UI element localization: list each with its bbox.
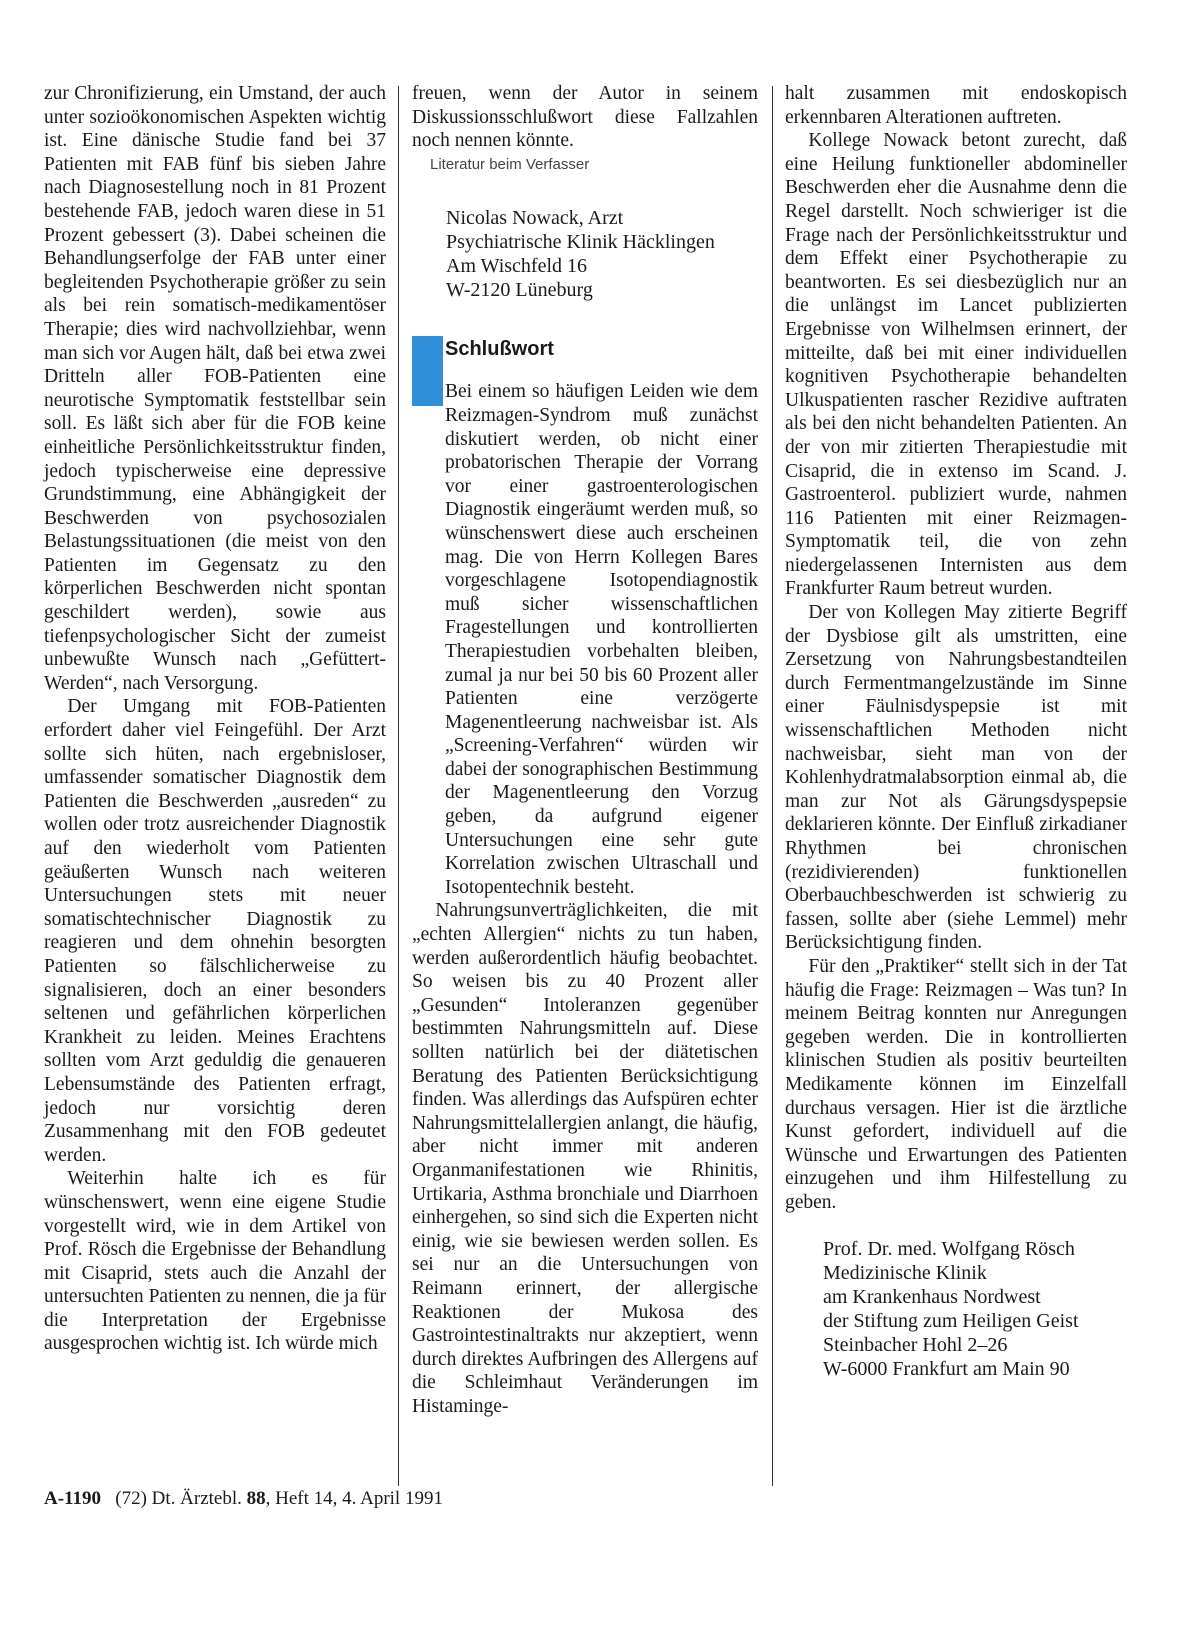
issue-page: (72) [115,1488,147,1509]
accent-bar [412,336,443,406]
column-rule [772,86,773,1486]
address-line: Prof. Dr. med. Wolfgang Rösch [823,1237,1075,1260]
paragraph: Bei einem so häufigen Leiden wie dem Reizmagen-Syndrom muß zunächst diskutiert werden, ob nicht einer probatorischen Therapie der Vorrang vor einer gastroenterologischen Diagnostik eingeräumt werden muß, so wünschenswert diese auch erscheinen mag. Die von Herrn Kollegen Bares vorgeschlagene Isotopendiagnostik muß sicher wissenschaftlichen Fragestellungen und kontrollierten Therapiestudien vorbehalten bleiben, zumal ja nur bei 50 bis 60 Prozent aller Patienten eine verzögerte Magenentleerung nachweisbar ist. Als „Screening-Verfahren“ würden wir dabei der sonographischen Bestimmung der Magenentleerung den Vorzug geben, da aufgrund eigener Untersuchungen eine sehr gute Korrelation zwischen Ultraschall und Isotopentechnik besteht. [445,381,758,898]
address-line: W-2120 Lüneburg [446,279,593,302]
paragraph: freuen, wenn der Autor in seinem Diskussionsschlußwort diese Fallzahlen noch nennen könnte. [412,83,758,152]
address-line: Am Wischfeld 16 [446,255,588,278]
paragraph: halt zusammen mit endoskopisch erkennbaren Alterationen auftreten. [785,83,1127,128]
paragraph: Der von Kollegen May zitierte Begriff der Dysbiose gilt als umstritten, eine Zersetzung von Nahrungsbestandteilen durch Fermentmangelzustände im Sinne einer Fäulnisdyspepsie ist mit wissenschaftlichen Methoden nicht nachweisbar, sieht man von der Kohlenhydratmalabsorption einmal ab, die man zur Not als Gärungsdyspepsie deklarieren könnte. Der Einfluß zirkadianer Rhythmen bei chronischen (rezidivierenden) funktionellen Oberbauchbeschwerden ist schwierig zu fassen, sollte aber (siehe Lemmel) mehr Berücksichtigung finden. [785,602,1127,954]
address-line: der Stiftung zum Heiligen Geist [823,1309,1079,1332]
section-heading: Schlußwort [445,338,554,361]
paragraph: Für den „Praktiker“ stellt sich in der Tat häufig die Frage: Reizmagen – Was tun? In meinem Beitrag konnten nur Anregungen gegeben werden. Die in kontrollierten klinischen Studien als positiv beurteilten Medikamente können im Einzelfall durchaus versagen. Hier ist die ärztliche Kunst gefordert, individuell auf die Wünsche und Erwartungen des Patienten einzugehen und ihm Hilfestellung zu geben. [785,955,1127,1213]
author-address [446,206,758,302]
column-3 [785,82,1127,1381]
column-rule [398,86,399,1486]
column-1 [44,82,386,1356]
address-line: Medizinische Klinik [823,1261,987,1284]
paragraph: zur Chronifizierung, ein Umstand, der auch unter sozioökonomischen Aspekten wichtig ist. Eine dänische Studie fand bei 37 Patienten mit FAB fünf bis sieben Jahre nach Diagnosestellung noch in 81 Prozent bestehende FAB, jedoch waren diese in 51 Prozent gebessert (3). Dabei scheinen die Behandlungserfolge der FAB unter einer begleitenden Psychotherapie größer zu sein als bei rein somatisch-medikamentöser Therapie; dies wird nachvollziehbar, wenn man sich vor Augen hält, daß bei etwa zwei Dritteln aller FOB-Patienten eine neurotische Symptomatik feststellbar sein soll. Es läßt sich aber für die FOB keine einheitliche Persönlichkeitsstruktur finden, jedoch typischerweise eine depressive Grundstimmung, eine Abhängigkeit der Beschwerden von psychosozialen Belastungssituationen (die meist von den Patienten im Gegensatz zu den körperlichen Beschwerden nicht spontan geschildert werden), sowie aus tiefenpsychologischer Sicht der zumeist unbewußte Wunsch nach „Gefüttert-Werden“, nach Versorgung. [44,83,386,694]
section-heading-block [412,336,758,366]
address-line: am Krankenhaus Nordwest [823,1285,1041,1308]
paragraph: Der Umgang mit FOB-Patienten erfordert daher viel Feingefühl. Der Arzt sollte sich hüten, nach ergebnisloser, umfassender somatischer Diagnostik dem Patienten die Beschwerden „ausreden“ zu wollen oder trotz ausreichender Diagnostik auf den wiederholt vom Patienten geäußerten Wunsch nach weiteren Untersuchungen stets mit neuer somatischtechnischer Diagnostik zu reagieren und dem ohnehin besorgten Patienten so fälschlicherweise zu signalisieren, doch an einer besonders seltenen und gefährlichen körperlichen Krankheit zu leiden. Meines Erachtens sollten vom Arzt geduldig die genaueren Lebensumstände des Patienten erfragt, jedoch nur vorsichtig deren Zusammenhang mit den FOB gedeutet werden. [44,696,386,1166]
author-address [823,1237,1127,1381]
page-footer [44,1488,443,1510]
page-number: A-1190 [44,1488,101,1509]
column-2 [412,82,758,1419]
literature-note: Literatur beim Verfasser [430,155,590,173]
issue-date: , Heft 14, 4. April 1991 [265,1488,443,1509]
journal-name: Dt. Ärztebl. [151,1488,242,1509]
paragraph: Nahrungsunverträglichkeiten, die mit „echten Allergien“ nichts zu tun haben, werden außerordentlich häufig beobachtet. So weisen bis zu 40 Prozent aller „Gesunden“ Intoleranzen gegenüber bestimmten Nahrungsmitteln auf. Diese sollten natürlich bei der diätetischen Beratung des Patienten Berücksichtigung finden. Was allerdings das Aufspüren echter Nahrungsmittelallergien anlangt, die häufig, aber nicht immer mit anderen Organmanifestationen wie Rhinitis, Urtikaria, Asthma bronchiale und Diarrhoen einhergehen, so sind sich die Experten nicht einig, wie sie bewiesen werden sollen. Es sei nur an die Untersuchungen von Reimann erinnert, der allergische Reaktionen der Mukosa des Gastrointestinaltrakts nur akzeptiert, wenn durch direktes Aufbringen des Allergens auf die Schleimhaut Veränderungen im Histaminge- [412,900,758,1417]
address-line: Steinbacher Hohl 2–26 [823,1333,1008,1356]
paragraph: Weiterhin halte ich es für wünschenswert, wenn eine eigene Studie vorgestellt wird, wie in dem Artikel von Prof. Rösch die Ergebnisse der Behandlung mit Cisaprid, stets auch die Anzahl der untersuchten Patienten zu nennen, die ja für die Interpretation der Ergebnisse ausgesprochen wichtig ist. Ich würde mich [44,1168,386,1355]
address-line: Nicolas Nowack, Arzt [446,207,624,230]
volume: 88 [246,1488,266,1509]
address-line: W-6000 Frankfurt am Main 90 [823,1357,1070,1380]
address-line: Psychiatrische Klinik Häcklingen [446,231,715,254]
paragraph: Kollege Nowack betont zurecht, daß eine Heilung funktioneller abdomineller Beschwerden eher die Ausnahme denn die Regel darstellt. Noch schwieriger ist die Frage nach der Persönlichkeitsstruktur und dem Effekt einer Psychotherapie zu beantworten. Es sei diesbezüglich nur an die unlängst im Lancet publizierten Ergebnisse von Wilhelmsen erinnert, der mitteilte, daß bei mit einer individuellen kognitiven Psychotherapie behandelten Ulkuspatienten rascher Rezidive auftraten als bei den nicht behandelten Patienten. An der von mir zitierten Therapiestudie mit Cisaprid, die in extenso im Scand. J. Gastroenterol. publiziert wurde, nahmen 116 Patienten mit einer Reizmagen-Symptomatik teil, die von zehn niedergelassenen Internisten aus dem Frankfurter Raum betreut wurden. [785,130,1127,600]
